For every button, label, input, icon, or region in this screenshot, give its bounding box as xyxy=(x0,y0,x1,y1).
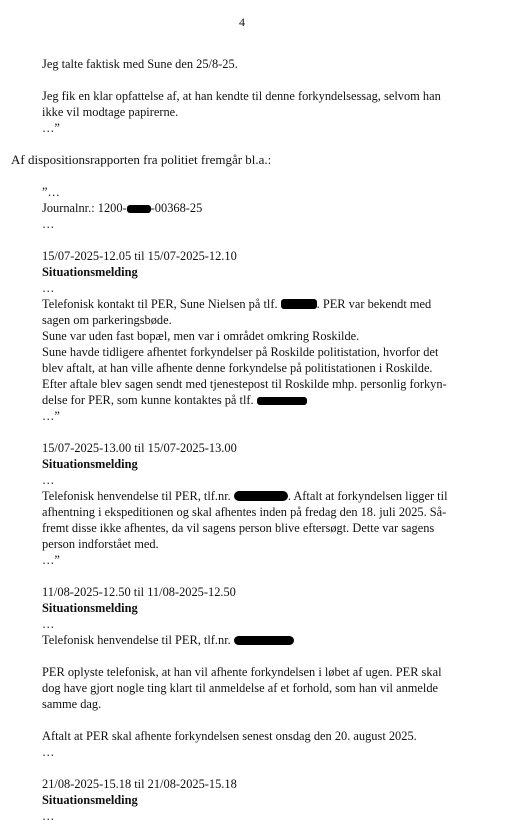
entry-line: dog have gjort nogle ting klart til anmeldelse af et forhold, som han vil anmelde xyxy=(42,681,439,695)
entry-time: 15/07-2025-12.05 til 15/07-2025-12.10 xyxy=(42,249,237,263)
entry-line: blev aftalt, at han ville afhente denne forkyndelse på politistationen i Roskilde. xyxy=(42,361,433,375)
page-number: 4 xyxy=(239,15,245,29)
entry-heading: Situationsmelding xyxy=(42,457,138,471)
entry-time: 15/07-2025-13.00 til 15/07-2025-13.00 xyxy=(42,441,237,455)
quote-open: ”… xyxy=(42,185,60,199)
quote-line: ikke vil modtage papirerne. xyxy=(42,105,179,119)
quote-line: Jeg fik en klar opfattelse af, at han kendte til denne forkyndelsessag, selvom han xyxy=(42,89,441,103)
redaction-bar xyxy=(257,397,307,405)
entry-line: Telefonisk kontakt til PER, Sune Nielsen på tlf. . PER var bekendt med xyxy=(42,297,432,311)
quote-line: Jeg talte faktisk med Sune den 25/8-25. xyxy=(42,57,238,71)
lead-paragraph: Af dispositionsrapporten fra politiet fremgår bl.a.: xyxy=(11,152,272,167)
entry-line: Sune var uden fast bopæl, men var i området omkring Roskilde. xyxy=(42,329,360,343)
ellipsis: … xyxy=(42,745,55,759)
ellipsis: … xyxy=(42,809,55,823)
entry-time: 11/08-2025-12.50 til 11/08-2025-12.50 xyxy=(42,585,236,599)
redaction-bar xyxy=(281,299,317,309)
ellipsis: … xyxy=(42,217,55,231)
ellipsis: … xyxy=(42,617,55,631)
redaction-bar xyxy=(127,205,151,213)
quote-close: …” xyxy=(42,553,60,567)
quote-line: …” xyxy=(42,121,60,135)
entry-line: samme dag. xyxy=(42,697,102,711)
quote-close: …” xyxy=(42,409,60,423)
entry-line: delse for PER, som kunne kontaktes på tlf. xyxy=(42,392,492,408)
entry-line: Telefonisk henvendelse til PER, tlf.nr. . Aftalt at forkyndelsen ligger til xyxy=(42,489,448,503)
entry-line: person indforstået med. xyxy=(42,537,159,551)
entry-line: Telefonisk henvendelse til PER, tlf.nr. xyxy=(42,632,492,648)
entry-heading: Situationsmelding xyxy=(42,793,138,807)
redaction-bar xyxy=(234,636,294,645)
redaction-bar xyxy=(234,491,288,501)
entry-line: fremt disse ikke afhentes, da vil sagens person blive eftersøgt. Dette var sagens xyxy=(42,521,435,535)
journal-number: Journalnr.: 1200- -00368-25 xyxy=(42,201,203,215)
ellipsis: … xyxy=(42,473,55,487)
entry-time: 21/08-2025-15.18 til 21/08-2025-15.18 xyxy=(42,777,237,791)
entry-line: afhentning i ekspeditionen og skal afhentes inden på fredag den 18. juli 2025. Så- xyxy=(42,505,447,519)
entry-heading: Situationsmelding xyxy=(42,265,138,279)
entry-heading: Situationsmelding xyxy=(42,601,138,615)
entry-line: Aftalt at PER skal afhente forkyndelsen senest onsdag den 20. august 2025. xyxy=(42,729,417,743)
ellipsis: … xyxy=(42,281,55,295)
document-body xyxy=(11,56,492,824)
entry-line: Efter aftale blev sagen sendt med tjenestepost til Roskilde mhp. personlig forkyn- xyxy=(42,377,447,391)
entry-line: PER oplyste telefonisk, at han vil afhente forkyndelsen i løbet af ugen. PER skal xyxy=(42,665,442,679)
entry-line: Sune havde tidligere afhentet forkyndelser på Roskilde politistation, hvorfor det xyxy=(42,345,439,359)
entry-line: sagen om parkeringsbøde. xyxy=(42,313,172,327)
